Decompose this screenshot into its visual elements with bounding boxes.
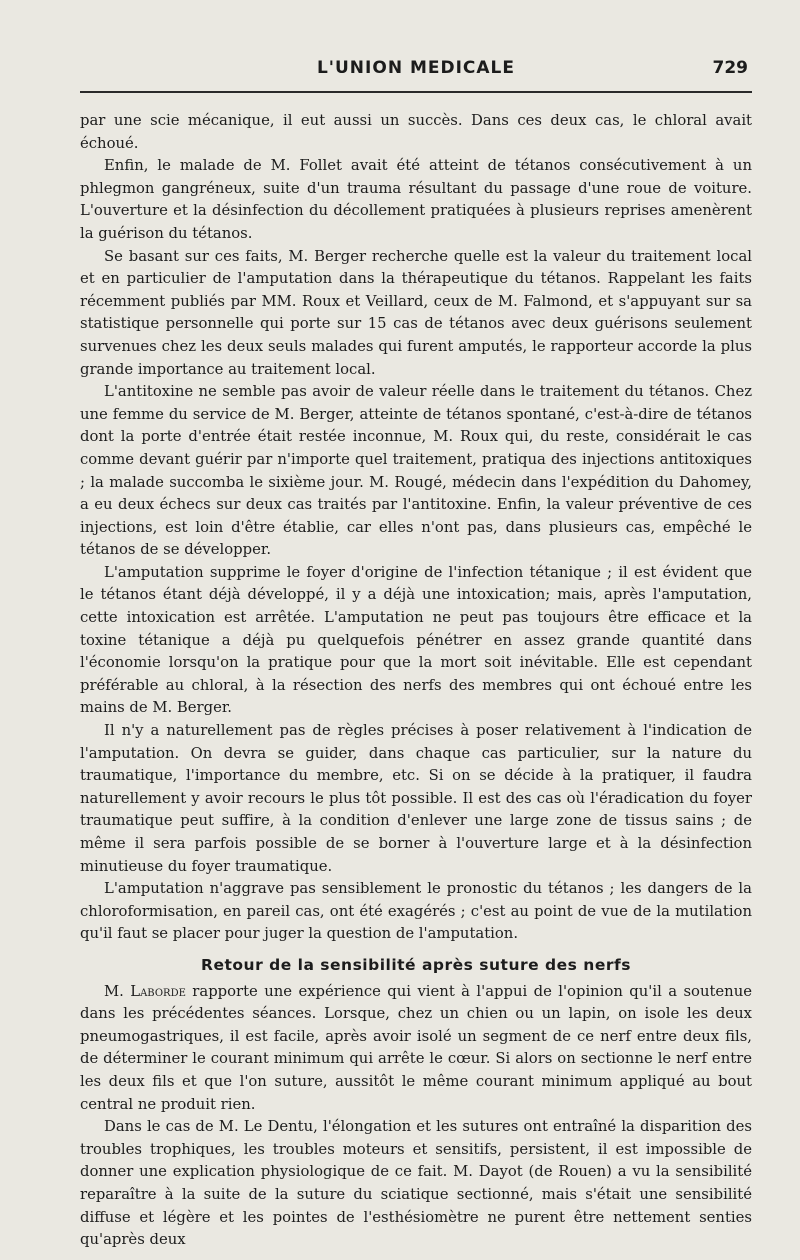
author-name: M. Laborde bbox=[104, 982, 186, 1000]
section-paragraph: Dans le cas de M. Le Dentu, l'élongation et les sutures ont entraîné la disparition des troubles trophiques, les troubles moteurs et sensitifs, persistent, il est impossible de donner une explication physiologique de ce fait. M. Dayot (de Rouen) a vu la sensibilité reparaître à la suite de la suture du sciatique sectionné, mais s'était une sensibilité diffuse et légère et les pointes de l'esthésiomètre ne purent être nettement senties qu'après deux bbox=[80, 1118, 752, 1249]
section-paragraph bbox=[80, 981, 752, 1117]
header-rule bbox=[80, 91, 752, 93]
paragraph: L'antitoxine ne semble pas avoir de valeur réelle dans le traitement du tétanos. Chez une femme du service de M. Berger, atteinte de tétanos spontané, c'est-à-dire de tétanos dont la porte d'entrée était restée inconnue, M. Roux qui, du reste, considérait le cas comme devant guérir par n'importe quel traitement, pratiqua des injections antitoxiques ; la malade succomba le sixième jour. M. Rougé, médecin dans l'expédition du Dahomey, a eu deux échecs sur deux cas traités par l'antitoxine. Enfin, la valeur préventive de ces injections, est loin d'être établie, car elles n'ont pas, dans plusieurs cas, empêché le tétanos de se développer. bbox=[80, 383, 752, 559]
paragraph: L'amputation supprime le foyer d'origine de l'infection tétanique ; il est évident que le tétanos étant déjà développé, il y a déjà une intoxication; mais, après l'amputation, cette intoxication est arrêtée. L'amputation ne peut pas toujours être efficace et la toxine tétanique a déjà pu quelquefois pénétrer en assez grande quantité dans l'économie lorsqu'on la pratique pour que la mort soit inévitable. Elle est cependant préférable au chloral, à la résection des nerfs des membres qui ont échoué entre les mains de M. Berger. bbox=[80, 563, 752, 717]
paragraph: Se basant sur ces faits, M. Berger recherche quelle est la valeur du traitement local et en particulier de l'amputation dans la thérapeutique du tétanos. Rappelant les faits récemment publiés par MM. Roux et Veillard, ceux de M. Falmond, et s'appuyant sur sa statistique personnelle qui porte sur 15 cas de tétanos avec deux guérisons seulement survenues chez les deux seuls malades qui furent amputés, le rapporteur accorde la plus grande importance au traitement local. bbox=[80, 247, 752, 378]
paragraph: L'amputation n'aggrave pas sensiblement le pronostic du tétanos ; les dangers de la chloroformisation, en pareil cas, ont été exagérés ; c'est au point de vue de la mutilation qu'il faut se placer pour juger la question de l'amputation. bbox=[80, 880, 752, 943]
section-heading: Retour de la sensibilité après suture des nerfs bbox=[201, 955, 631, 974]
paragraph-text: rapporte une expérience qui vient à l'appui de l'opinion qu'il a soutenue dans les précédentes séances. Lorsque, chez un chien ou un lapin, on isole les deux pneumogastriques, il est facile, après avoir isolé un segment de ce nerf entre deux fils, de déterminer le courant minimum qui arrête le cœur. Si alors on sectionne le nerf entre les deux fils et que l'on suture, aussitôt le même courant minimum appliqué au bout central ne produit rien. bbox=[80, 982, 752, 1113]
running-head: L'UNION MEDICALE bbox=[316, 58, 516, 78]
paragraph: Il n'y a naturellement pas de règles précises à poser relativement à l'indication de l'amputation. On devra se guider, dans chaque cas particulier, sur la nature du traumatique, l'importance du membre, etc. Si on se décide à la pratiquer, il faudra naturellement y avoir recours le plus tôt possible. Il est des cas où l'éradication du foyer traumatique peut suffire, à la condition d'enlever une large zone de tissus sains ; de même il sera parfois possible de se borner à l'ouverture large et à la désinfection minutieuse du foyer traumatique. bbox=[80, 722, 752, 875]
paragraph: par une scie mécanique, il eut aussi un succès. Dans ces deux cas, le chloral avait échoué. bbox=[80, 112, 752, 152]
page-number: 729 bbox=[712, 58, 748, 78]
article-body bbox=[80, 110, 752, 1252]
page-header bbox=[80, 58, 752, 86]
paragraph: Enfin, le malade de M. Follet avait été atteint de tétanos consécutivement à un phlegmon gangréneux, suite d'un trauma résultant du passage d'une roue de voiture. L'ouverture et la désinfection du décollement pratiquées à plusieurs reprises amenèrent la guérison du tétanos. bbox=[80, 157, 752, 242]
